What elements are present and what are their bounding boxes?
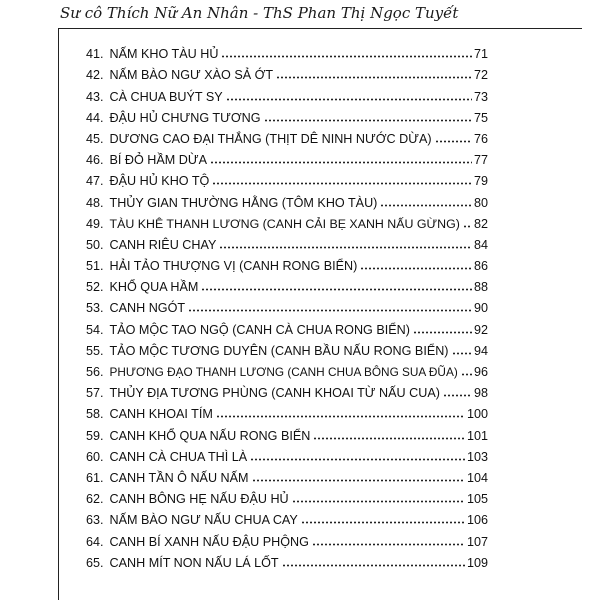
entry-page-number: 109	[466, 555, 488, 570]
dot-leader	[380, 204, 472, 207]
entry-number: 49.	[86, 216, 104, 231]
entry-number: 63.	[86, 513, 104, 528]
dot-leader	[282, 564, 465, 567]
toc-entry	[86, 485, 488, 506]
entry-number: 52.	[86, 280, 104, 295]
dot-leader	[276, 76, 472, 79]
left-border-rule	[58, 28, 59, 600]
dot-leader	[461, 373, 472, 376]
entry-page-number: 92	[473, 322, 488, 337]
dot-leader	[313, 437, 465, 440]
entry-number: 46.	[86, 153, 104, 168]
dot-leader	[312, 543, 465, 546]
dot-leader	[292, 500, 465, 503]
entry-number: 64.	[86, 534, 104, 549]
entry-title: NẤM KHO TÀU HỦ	[109, 47, 219, 62]
dot-leader	[301, 521, 465, 524]
entry-title: TÀU KHÊ THANH LƯƠNG (CANH CẢI BẸ XANH NẤU GỪNG)	[109, 216, 460, 231]
toc-entry	[86, 527, 488, 548]
entry-title: PHƯƠNG ĐẠO THANH LƯƠNG (CANH CHUA BÔNG SUA ĐŨA)	[109, 365, 458, 379]
dot-leader	[360, 267, 472, 270]
entry-title: CANH BÍ XANH NẤU ĐẬU PHỘNG	[109, 534, 309, 549]
entry-page-number: 96	[473, 365, 488, 379]
entry-page-number: 103	[466, 449, 488, 464]
entry-number: 51.	[86, 259, 104, 274]
entry-page-number: 105	[466, 492, 488, 507]
entry-number: 45.	[86, 131, 104, 146]
entry-number: 43.	[86, 89, 104, 104]
dot-leader	[226, 98, 472, 101]
entry-number: 42.	[86, 68, 104, 83]
entry-page-number: 71	[473, 47, 488, 62]
entry-number: 47.	[86, 174, 104, 189]
entry-title: CANH CÀ CHUA THÌ LÀ	[109, 449, 248, 464]
dot-leader	[413, 331, 472, 334]
toc-entry	[86, 188, 488, 209]
dot-leader	[252, 479, 465, 482]
dot-leader	[463, 225, 472, 228]
entry-title: THỦY GIAN THƯỜNG HẰNG (TÔM KHO TÀU)	[109, 195, 378, 210]
entry-number: 48.	[86, 195, 104, 210]
entry-page-number: 100	[466, 407, 488, 422]
toc-entry	[86, 464, 488, 485]
toc-entry	[86, 273, 488, 294]
entry-number: 57.	[86, 386, 104, 401]
entry-title: CÀ CHUA BUÝT SY	[109, 89, 223, 104]
toc-entry	[86, 40, 488, 61]
entry-page-number: 82	[473, 216, 488, 231]
entry-title: TẢO MỘC TAO NGỘ (CANH CÀ CHUA RONG BIỂN)	[109, 322, 410, 337]
entry-title: CANH KHỔ QUA NẤU RONG BIỂN	[109, 428, 311, 443]
toc-entry	[86, 421, 488, 442]
entry-number: 56.	[86, 365, 104, 379]
entry-page-number: 94	[473, 343, 488, 358]
entry-page-number: 101	[466, 428, 488, 443]
toc-entry	[86, 167, 488, 188]
entry-number: 60.	[86, 449, 104, 464]
toc-entry	[86, 400, 488, 421]
dot-leader	[221, 55, 472, 58]
entry-number: 58.	[86, 407, 104, 422]
entry-title: DƯƠNG CAO ĐẠI THẮNG (THỊT DÊ NINH NƯỚC DỪA)	[109, 131, 432, 146]
entry-page-number: 77	[473, 153, 488, 168]
entry-title: THỦY ĐỊA TƯƠNG PHÙNG (CANH KHOAI TỪ NẤU CUA)	[109, 386, 440, 401]
entry-page-number: 106	[466, 513, 488, 528]
entry-number: 44.	[86, 110, 104, 125]
entry-page-number: 88	[473, 280, 488, 295]
entry-number: 53.	[86, 301, 104, 316]
dot-leader	[212, 182, 472, 185]
entry-page-number: 76	[473, 131, 488, 146]
entry-title: CANH RIÊU CHAY	[109, 237, 217, 252]
dot-leader	[219, 246, 472, 249]
entry-page-number: 90	[473, 301, 488, 316]
entry-title: NẤM BÀO NGƯ XÀO SẢ ỚT	[109, 68, 274, 83]
entry-number: 54.	[86, 322, 104, 337]
toc-entry	[86, 379, 488, 400]
entry-title: CANH KHOAI TÍM	[109, 407, 213, 422]
toc-entry	[86, 125, 488, 146]
dot-leader	[264, 119, 472, 122]
entry-title: ĐẬU HỦ CHƯNG TƯƠNG	[109, 110, 261, 125]
toc-entry	[86, 315, 488, 336]
toc-entry	[86, 146, 488, 167]
toc-entry	[86, 231, 488, 252]
toc-entry	[86, 443, 488, 464]
dot-leader	[210, 161, 472, 164]
entry-page-number: 86	[473, 259, 488, 274]
running-header: Sư cô Thích Nữ An Nhân - ThS Phan Thị Ngọc Tuyết	[60, 4, 459, 22]
dot-leader	[201, 288, 472, 291]
toc-entry	[86, 61, 488, 82]
toc-entry	[86, 358, 488, 379]
entry-number: 59.	[86, 428, 104, 443]
entry-title: HẢI TẢO THƯỢNG VỊ (CANH RONG BIỂN)	[109, 259, 358, 274]
dot-leader	[216, 415, 465, 418]
entry-page-number: 80	[473, 195, 488, 210]
toc-entry	[86, 82, 488, 103]
toc-entry	[86, 294, 488, 315]
entry-title: CANH TẦN Ô NẤU NẤM	[109, 470, 249, 485]
entry-page-number: 79	[473, 174, 488, 189]
entry-title: TẢO MỘC TƯƠNG DUYÊN (CANH BẦU NẤU RONG BIỂN)	[109, 343, 449, 358]
entry-page-number: 75	[473, 110, 488, 125]
entry-title: NẤM BÀO NGƯ NẤU CHUA CAY	[109, 513, 298, 528]
dot-leader	[435, 140, 472, 143]
entry-page-number: 98	[473, 386, 488, 401]
table-of-contents	[86, 40, 488, 570]
toc-entry	[86, 104, 488, 125]
toc-entry	[86, 252, 488, 273]
toc-entry	[86, 210, 488, 231]
entry-page-number: 107	[466, 534, 488, 549]
entry-title: CANH MÍT NON NẤU LÁ LỐT	[109, 555, 279, 570]
dot-leader	[452, 352, 472, 355]
entry-title: KHỔ QUA HẦM	[109, 280, 199, 295]
dot-leader	[250, 458, 465, 461]
dot-leader	[188, 309, 472, 312]
entry-number: 55.	[86, 343, 104, 358]
entry-number: 41.	[86, 47, 104, 62]
header-rule	[58, 28, 582, 29]
toc-entry	[86, 337, 488, 358]
entry-number: 65.	[86, 555, 104, 570]
entry-title: CANH NGÓT	[109, 301, 186, 316]
toc-entry	[86, 549, 488, 570]
entry-page-number: 104	[466, 470, 488, 485]
entry-page-number: 72	[473, 68, 488, 83]
entry-number: 50.	[86, 237, 104, 252]
entry-title: BÍ ĐỎ HẦM DỪA	[109, 153, 208, 168]
entry-number: 61.	[86, 470, 104, 485]
dot-leader	[443, 394, 472, 397]
entry-page-number: 73	[473, 89, 488, 104]
entry-page-number: 84	[473, 237, 488, 252]
entry-title: CANH BÔNG HẸ NẤU ĐẬU HỦ	[109, 492, 289, 507]
entry-number: 62.	[86, 492, 104, 507]
entry-title: ĐẬU HỦ KHO TỘ	[109, 174, 210, 189]
toc-entry	[86, 506, 488, 527]
